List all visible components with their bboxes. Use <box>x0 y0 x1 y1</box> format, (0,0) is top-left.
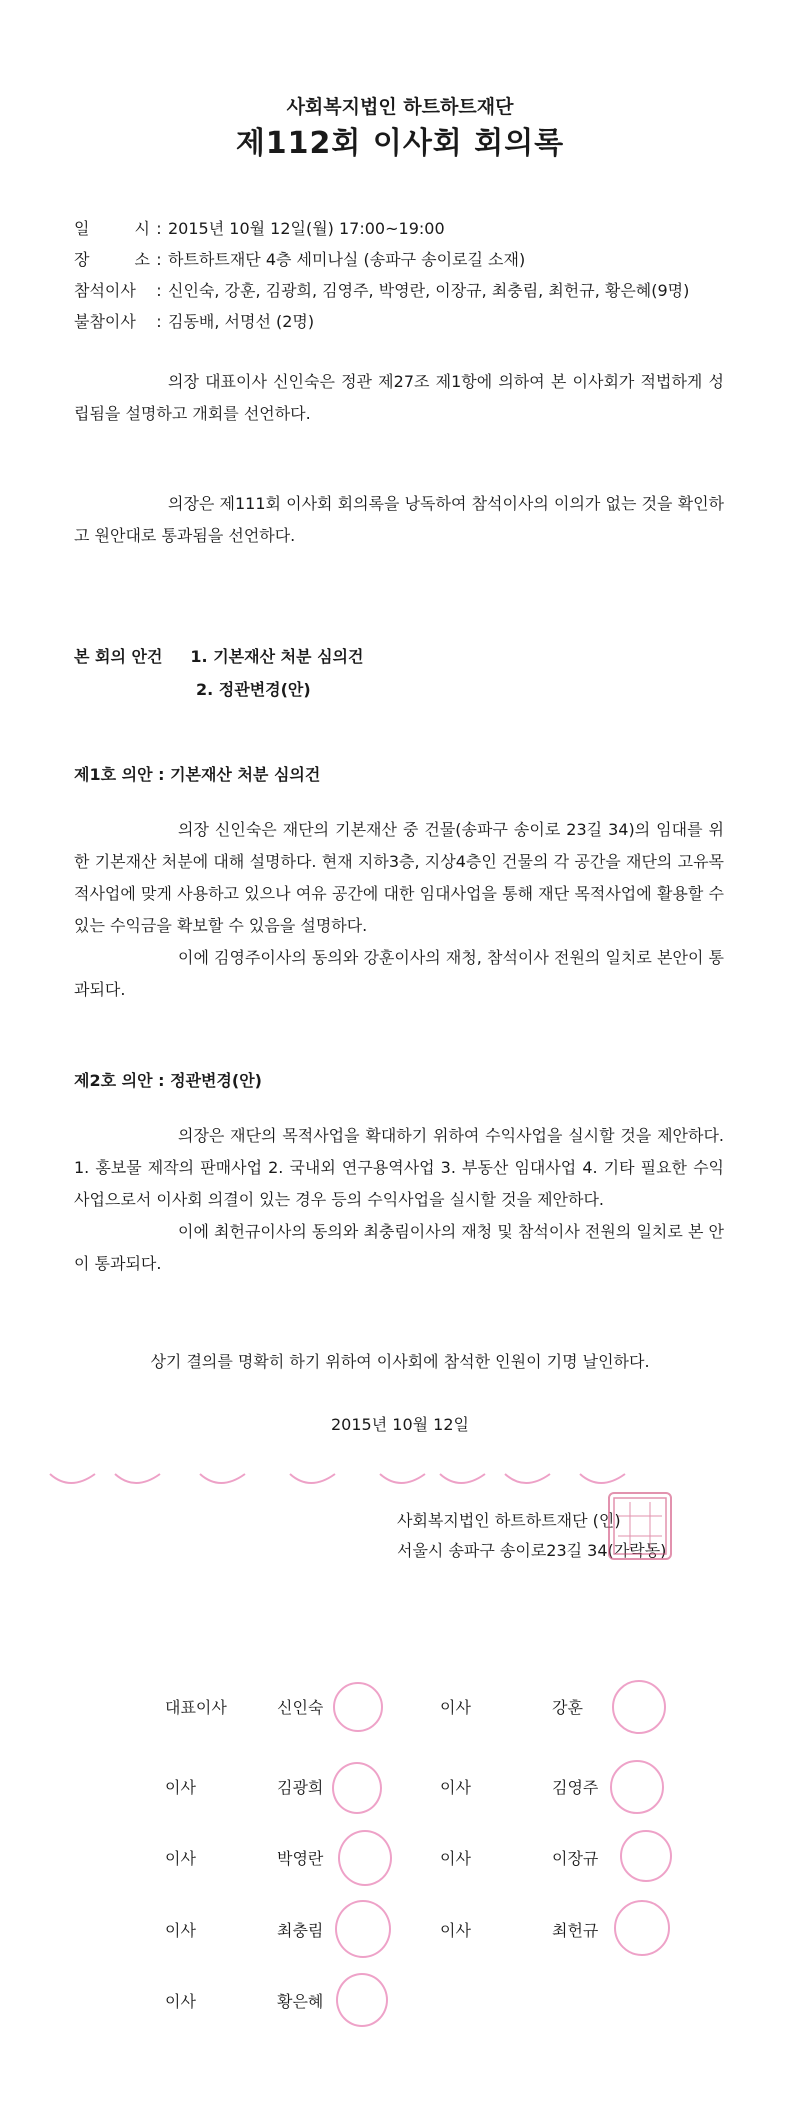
signatory-role: 이사 <box>165 1778 196 1797</box>
partial-seal-mark <box>580 1474 625 1483</box>
personal-seal <box>335 1900 391 1958</box>
info-row-datetime: 일 시 : 2015년 10월 12일(월) 17:00~19:00 <box>74 216 445 239</box>
signatory-name: 이장규 <box>552 1849 599 1868</box>
info-label: 장 소 <box>74 250 150 269</box>
agenda-line-1 <box>74 644 363 667</box>
info-value: 김동배, 서명선 (2명) <box>168 312 315 331</box>
info-value: 2015년 10월 12일(월) 17:00~19:00 <box>168 219 445 238</box>
signatory-name: 최헌규 <box>552 1921 599 1940</box>
signature-organization: 사회복지법인 하트하트재단 (인) <box>397 1511 621 1530</box>
personal-seal <box>610 1760 664 1814</box>
motion2-heading: 제2호 의안 : 정관변경(안) <box>74 1071 262 1090</box>
info-row-attendees: 참석이사 : 신인숙, 강훈, 김광희, 김영주, 박영란, 이장규, 최충림, 최헌규, 황은혜(9명) <box>74 278 689 301</box>
signatory-role: 이사 <box>440 1778 471 1797</box>
signatory-row <box>440 1846 644 1869</box>
foundation-seal-icon <box>610 1494 670 1558</box>
agenda-label: 본 회의 안건 <box>74 647 163 666</box>
partial-seal-mark <box>380 1474 425 1483</box>
partial-seal-mark <box>290 1474 335 1483</box>
signatory-role: 이사 <box>165 1849 196 1868</box>
partial-seal-mark <box>200 1474 245 1483</box>
signatory-role: 이사 <box>440 1849 471 1868</box>
signatory-role: 대표이사 <box>165 1698 227 1717</box>
partial-seal-mark <box>50 1474 95 1483</box>
motion2-body-text: 의장은 재단의 목적사업을 확대하기 위하여 수익사업을 실시할 것을 제안하다. 1. 홍보물 제작의 판매사업 2. 국내외 연구용역사업 3. 부동산 임대사업 4. 기타 필요한 수익사업으로서 이사회 의결이 있는 경우 등의 수익사업을 실시할 것을 제안하다. <box>74 1126 724 1209</box>
motion1-result-text: 이에 김영주이사의 동의와 강훈이사의 재청, 참석이사 전원의 일치로 본안이 통과되다. <box>74 948 724 999</box>
signatory-role: 이사 <box>165 1921 196 1940</box>
partial-stamp-strip <box>40 1472 680 1492</box>
closing-statement: 상기 결의를 명확히 하기 위하여 이사회에 참석한 인원이 기명 날인하다. <box>150 1352 650 1371</box>
motion2-body <box>74 1120 724 1280</box>
signatory-role: 이사 <box>440 1921 471 1940</box>
motion1-body <box>74 814 724 1006</box>
partial-seal-mark <box>505 1474 550 1483</box>
info-value: 신인숙, 강훈, 김광희, 김영주, 박영란, 이장규, 최충림, 최헌규, 황은혜(9명) <box>168 281 690 300</box>
personal-seal <box>336 1973 388 2027</box>
motion1-heading: 제1호 의안 : 기본재산 처분 심의건 <box>74 765 321 784</box>
info-label: 일 시 <box>74 219 150 238</box>
opening-text: 의장 대표이사 신인숙은 정관 제27조 제1항에 의하여 본 이사회가 적법하게 성립됨을 설명하고 개회를 선언하다. <box>74 372 724 423</box>
signatory-name: 황은혜 <box>277 1992 324 2011</box>
document-title: 제112회 이사회 회의록 <box>235 126 565 161</box>
partial-seal-mark <box>115 1474 160 1483</box>
personal-seal <box>612 1680 666 1734</box>
personal-seal <box>338 1830 392 1886</box>
signatory-role: 이사 <box>165 1992 196 2011</box>
motion2-result-text: 이에 최헌규이사의 동의와 최충림이사의 재청 및 참석이사 전원의 일치로 본 안이 통과되다. <box>74 1222 724 1273</box>
info-row-absentees: 불참이사 : 김동배, 서명선 (2명) <box>74 309 314 332</box>
agenda-item-1: 1. 기본재산 처분 심의건 <box>190 647 364 666</box>
info-label: 참석이사 <box>74 281 136 300</box>
signatory-name: 박영란 <box>277 1849 324 1868</box>
organization-name: 사회복지법인 하트하트재단 <box>286 96 514 118</box>
signatory-name: 최충림 <box>277 1921 324 1940</box>
signatory-name: 강훈 <box>552 1698 583 1717</box>
personal-seal <box>614 1900 670 1956</box>
personal-seal <box>333 1682 383 1732</box>
info-row-place: 장 소 : 하트하트재단 4층 세미나실 (송파구 송이로길 소재) <box>74 247 525 270</box>
minutes-paragraph <box>74 488 724 552</box>
signatory-name: 김광희 <box>277 1778 324 1797</box>
agenda-item-2: 2. 정관변경(안) <box>196 680 311 699</box>
meeting-date: 2015년 10월 12일 <box>331 1415 469 1434</box>
foundation-seal <box>608 1492 672 1560</box>
motion1-body-text: 의장 신인숙은 재단의 기본재산 중 건물(송파구 송이로 23길 34)의 임대를 위한 기본재산 처분에 대해 설명하다. 현재 지하3층, 지상4층인 건물의 각 공간을 재단의 고유목적사업에 맞게 사용하고 있으나 여유 공간에 대한 임대사업을 통해 재단 목적사업에 활용할 수 있는 수익금을 확보할 수 있음을 설명하다. <box>74 820 724 935</box>
personal-seal <box>620 1830 672 1882</box>
signatory-role: 이사 <box>440 1698 471 1717</box>
personal-seal <box>332 1762 382 1814</box>
info-label: 불참이사 <box>74 312 136 331</box>
opening-paragraph <box>74 366 724 430</box>
signatory-name: 신인숙 <box>277 1698 324 1717</box>
signature-address: 서울시 송파구 송이로23길 34(가락동) <box>397 1541 667 1560</box>
signatory-name: 김영주 <box>552 1778 599 1797</box>
info-value: 하트하트재단 4층 세미나실 (송파구 송이로길 소재) <box>168 250 526 269</box>
partial-seal-mark <box>440 1474 485 1483</box>
minutes-text: 의장은 제111회 이사회 회의록을 낭독하여 참석이사의 이의가 없는 것을 확인하고 원안대로 통과됨을 선언하다. <box>74 494 724 545</box>
